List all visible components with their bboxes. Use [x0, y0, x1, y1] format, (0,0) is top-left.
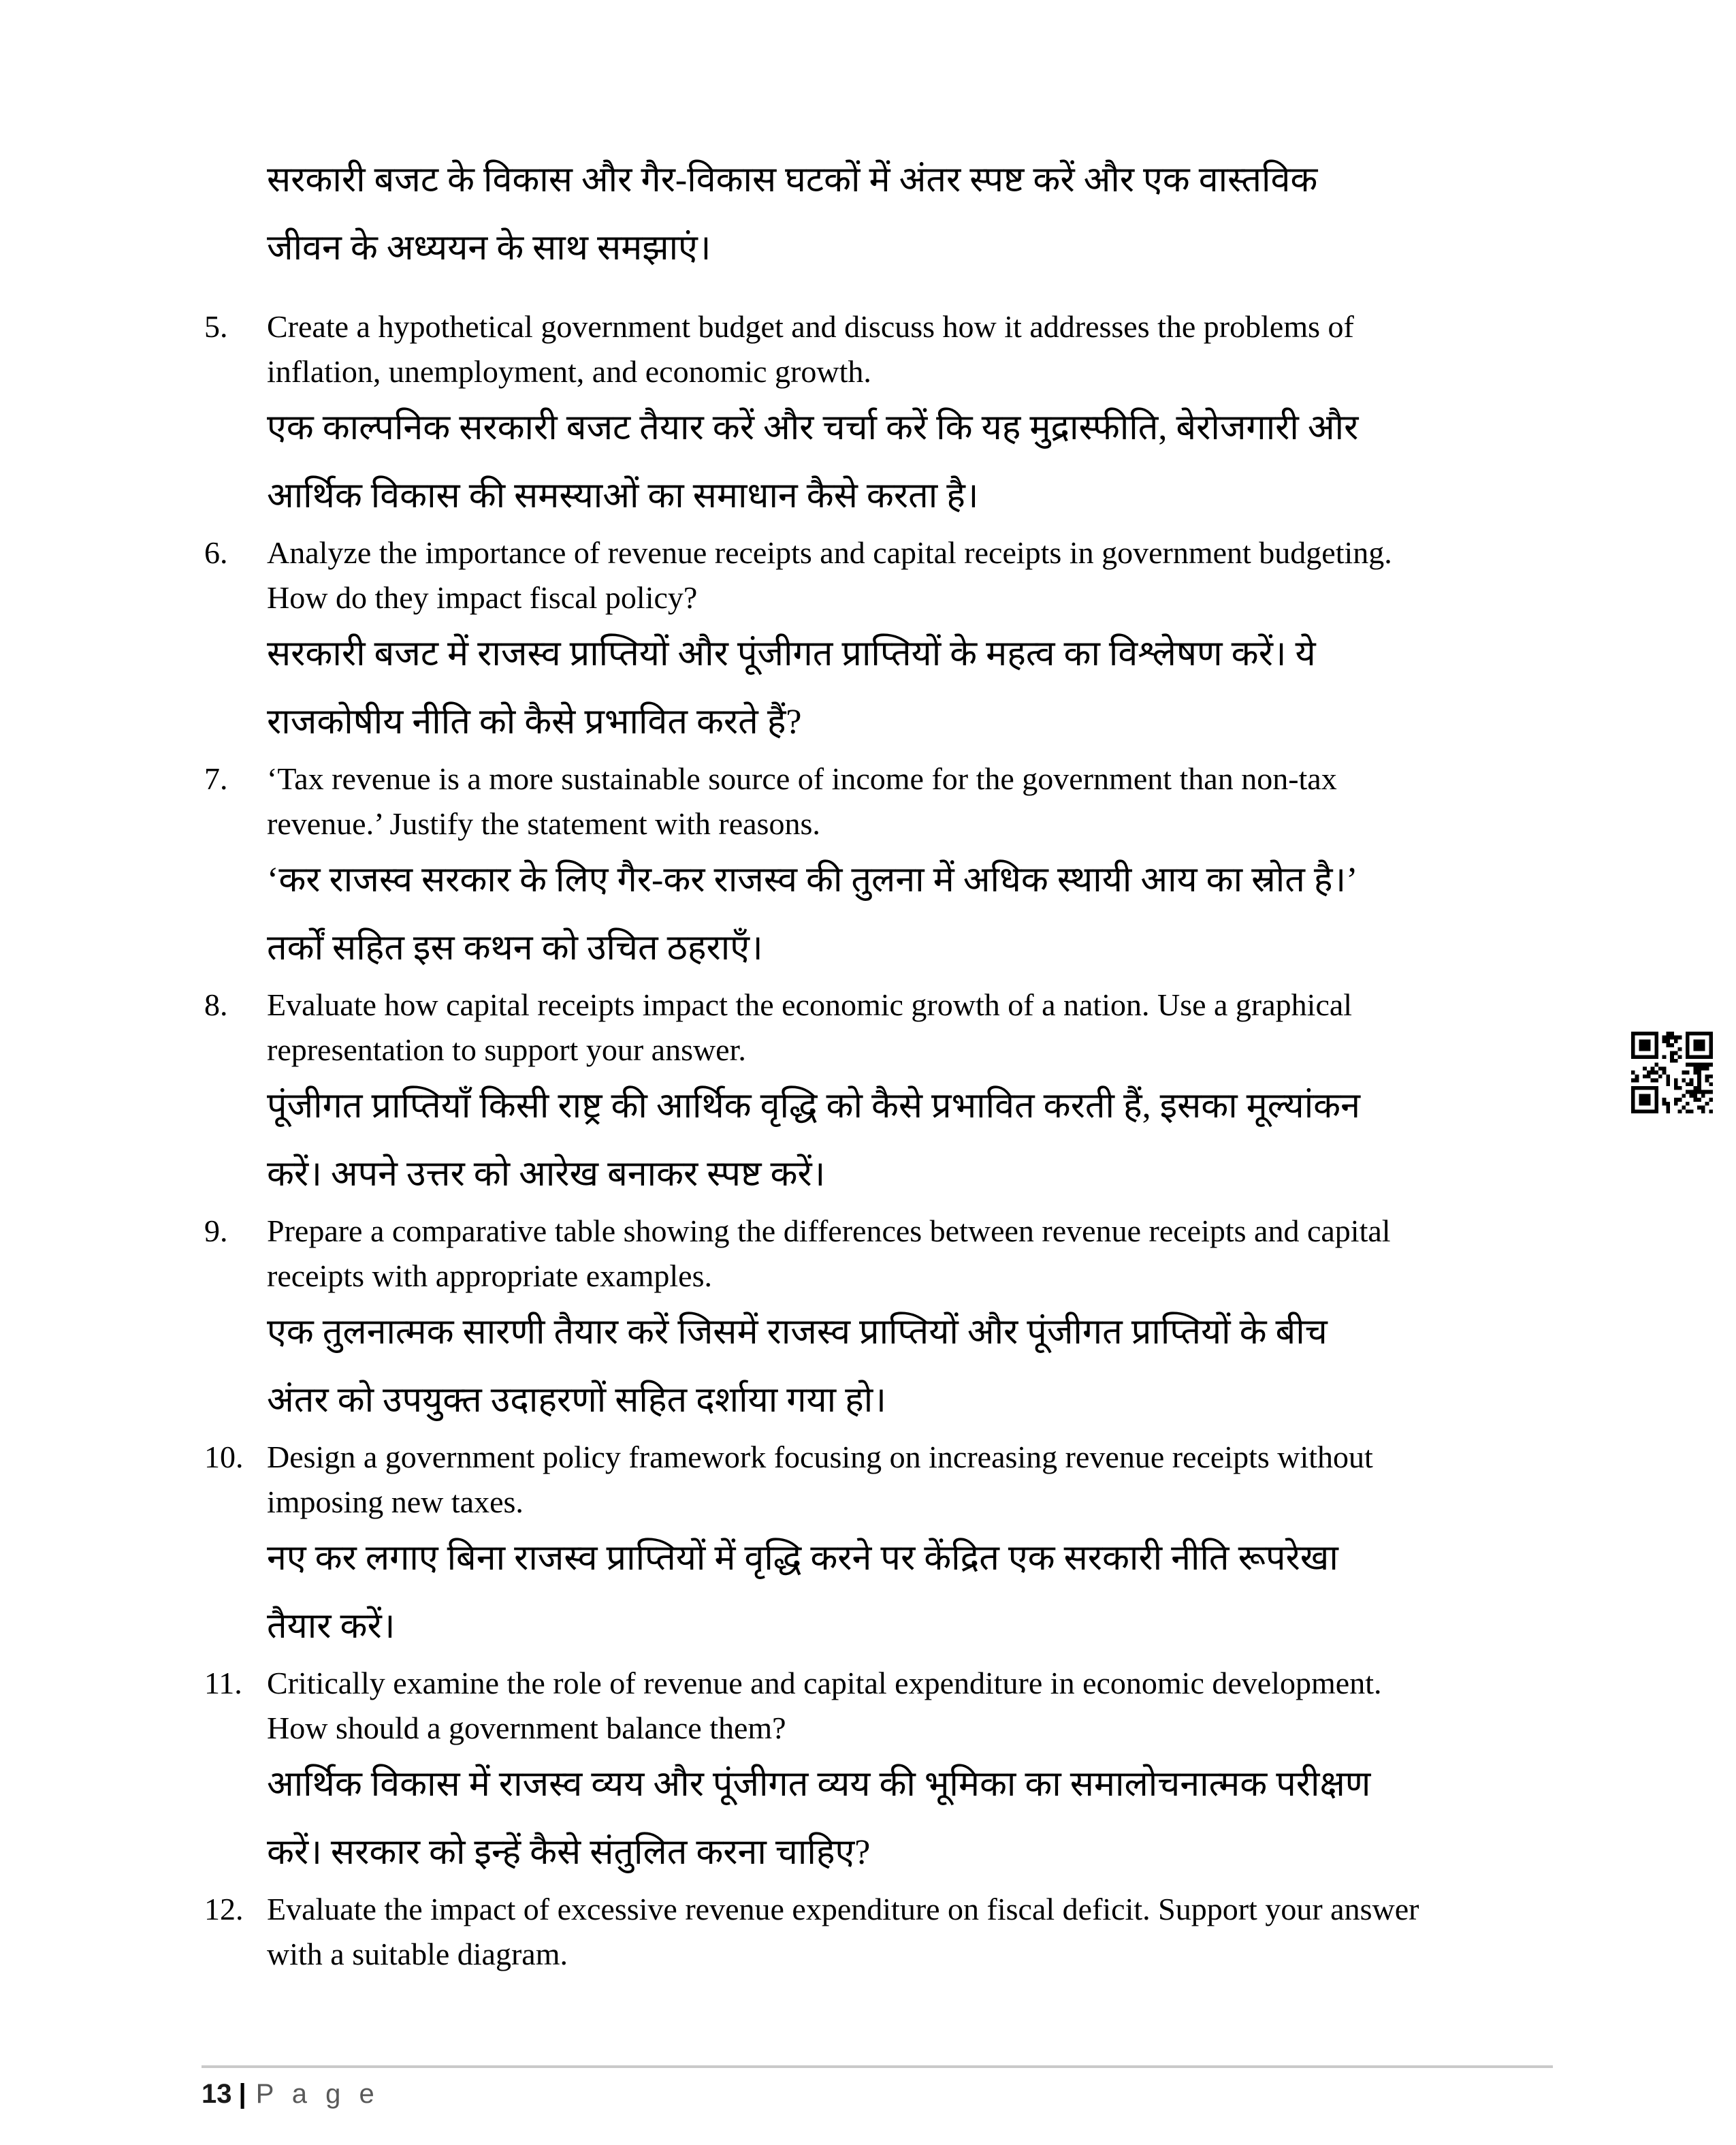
page-number: 13 — [202, 2079, 232, 2109]
question-english-line: receipts with appropriate examples. — [267, 1258, 712, 1293]
question-body — [267, 757, 1525, 983]
question-hindi-line: तर्कों सहित इस कथन को उचित ठहराएँ। — [267, 929, 763, 968]
question-item — [204, 983, 1525, 1209]
question-item — [204, 1887, 1525, 1977]
question-item — [204, 304, 1525, 530]
question-english-line: imposing new taxes. — [267, 1484, 524, 1519]
question-hindi-line: आर्थिक विकास की समस्याओं का समाधान कैसे करता है। — [267, 477, 979, 515]
question-hindi-line: करें। अपने उत्तर को आरेख बनाकर स्पष्ट करें। — [267, 1155, 826, 1194]
question-body — [267, 1661, 1525, 1887]
question-number: 6. — [204, 535, 228, 570]
question-english-line: Create a hypothetical government budget and discuss how it addresses the problems of — [267, 309, 1354, 344]
question-item — [204, 1435, 1525, 1661]
question-body — [267, 304, 1525, 530]
qr-code-icon — [1631, 1032, 1713, 1113]
intro-hindi-line: सरकारी बजट के विकास और गैर-विकास घटकों में अंतर स्पष्ट करें और एक वास्तविक — [267, 161, 1318, 200]
question-list — [204, 146, 1525, 1977]
question-hindi-line: सरकारी बजट में राजस्व प्राप्तियों और पूंजीगत प्राप्तियों के महत्व का विश्लेषण करें। ये — [267, 635, 1316, 673]
questions-container — [204, 304, 1525, 1977]
question-english-line: Analyze the importance of revenue receipts and capital receipts in government budgeting. — [267, 535, 1392, 570]
question-hindi-line: पूंजीगत प्राप्तियाँ किसी राष्ट्र की आर्थिक वृद्धि को कैसे प्रभावित करती हैं, इसका मूल्यांकन — [267, 1087, 1360, 1126]
question-hindi-line: तैयार करें। — [267, 1607, 396, 1646]
question-item — [204, 1209, 1525, 1435]
footer — [202, 2065, 1553, 2110]
question-english-line: representation to support your answer. — [267, 1032, 746, 1067]
question-english-line: ‘Tax revenue is a more sustainable source of income for the government than non-tax — [267, 761, 1337, 796]
question-number: 8. — [204, 987, 228, 1022]
question-4-continuation — [267, 146, 1525, 283]
question-english-line: with a suitable diagram. — [267, 1937, 568, 1971]
question-english-line: Design a government policy framework focusing on increasing revenue receipts without — [267, 1440, 1373, 1474]
question-item — [204, 757, 1525, 983]
question-number: 12. — [204, 1892, 244, 1926]
question-body — [267, 1887, 1525, 1977]
question-number: 5. — [204, 309, 228, 344]
question-hindi-line: राजकोषीय नीति को कैसे प्रभावित करते हैं? — [267, 703, 802, 742]
question-hindi-line: अंतर को उपयुक्त उदाहरणों सहित दर्शाया गया हो। — [267, 1381, 886, 1420]
question-hindi-line: आर्थिक विकास में राजस्व व्यय और पूंजीगत व्यय की भूमिका का समालोचनात्मक परीक्षण — [267, 1765, 1371, 1804]
question-english-line: Prepare a comparative table showing the differences between revenue receipts and capital — [267, 1213, 1391, 1248]
question-hindi-line: एक तुलनात्मक सारणी तैयार करें जिसमें राजस्व प्राप्तियों और पूंजीगत प्राप्तियों के बीच — [267, 1313, 1328, 1352]
question-number: 11. — [204, 1666, 242, 1700]
question-hindi-line: ‘कर राजस्व सरकार के लिए गैर-कर राजस्व की तुलना में अधिक स्थायी आय का स्रोत है।’ — [267, 861, 1358, 900]
footer-page-label: P a g e — [255, 2079, 380, 2109]
question-number: 7. — [204, 761, 228, 796]
question-hindi-line: नए कर लगाए बिना राजस्व प्राप्तियों में वृद्धि करने पर केंद्रित एक सरकारी नीति रूपरेखा — [267, 1539, 1338, 1578]
question-english-line: inflation, unemployment, and economic growth. — [267, 354, 871, 389]
question-item — [204, 1661, 1525, 1887]
question-english-line: Critically examine the role of revenue and capital expenditure in economic development. — [267, 1666, 1382, 1700]
question-number: 9. — [204, 1213, 228, 1248]
question-body — [267, 983, 1525, 1209]
question-body — [267, 1209, 1525, 1435]
question-english-line: revenue.’ Justify the statement with reasons. — [267, 806, 820, 841]
question-number: 10. — [204, 1440, 244, 1474]
footer-separator: | — [238, 2079, 246, 2109]
question-item — [204, 530, 1525, 757]
question-body — [267, 1435, 1525, 1661]
question-hindi-line: करें। सरकार को इन्हें कैसे संतुलित करना चाहिए? — [267, 1833, 871, 1872]
question-hindi-line: एक काल्पनिक सरकारी बजट तैयार करें और चर्चा करें कि यह मुद्रास्फीति, बेरोजगारी और — [267, 409, 1359, 447]
question-english-line: Evaluate the impact of excessive revenue expenditure on fiscal deficit. Support your answer — [267, 1892, 1419, 1926]
intro-hindi-line: जीवन के अध्ययन के साथ समझाएं। — [267, 229, 711, 268]
question-body — [267, 530, 1525, 757]
question-english-line: Evaluate how capital receipts impact the economic growth of a nation. Use a graphical — [267, 987, 1353, 1022]
question-english-line: How should a government balance them? — [267, 1711, 786, 1745]
question-english-line: How do they impact fiscal policy? — [267, 580, 698, 615]
